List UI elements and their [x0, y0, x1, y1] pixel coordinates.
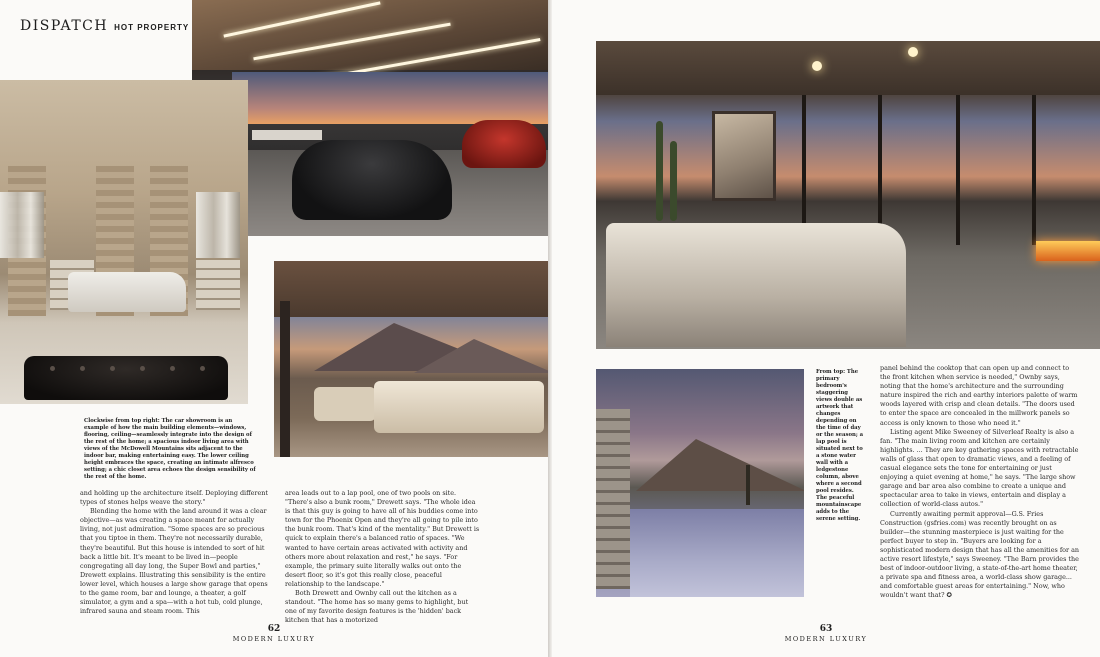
- primary-bedroom-photo: [596, 41, 1100, 349]
- photo-caption: From top: The primary bedroom's staggering views double as artwork that changes depending on the time of day or the season; a lap pool is situated next to a stone water wall with a ledgestone column, above where a second pool resides. The peaceful mountainscape adds to the serene setting.: [816, 369, 864, 522]
- page-number: 62: [267, 624, 281, 634]
- right-page: [552, 0, 1100, 657]
- section-title: [20, 18, 189, 34]
- subsection-label: HOT PROPERTY: [114, 23, 190, 32]
- paragraph: Blending the home with the land around it was a clear objective—as was creating a space meant for actually living, not just admiration. "Some spaces are so precious that you tiptoe in them. They're not necessarily durable, they're beautiful. But this house is intended to sort of hit back a little bit. It's meant to be lived in—people congregating all day long, the Super Bowl and parties," Drewett explains. Illustrating this sensibility is the entire lower level, which houses a large show garage that opens to the game room, bar and lounge, a theater, a golf simulator, a gym and a spa—with a hot tub, cold plunge, infrared sauna and steam room. This: [80, 507, 268, 616]
- paragraph: area leads out to a lap pool, one of two pools on site. "There's also a bunk room," Drewett says. "The whole idea is that this guy is going to have all of his buddies come into town for the Phoenix Open and they're all going to pile into the bunk room. That's kind of the mentality." But Drewett is quick to explain there's a balanced ratio of spaces. "We wanted to have certain areas activated with activity and others more about relaxation and rest," he says. "For example, the primary suite literally walks out onto the desert floor, so it's got this really close, peaceful relationship to the landscape.": [285, 489, 480, 588]
- page-header: [0, 0, 192, 72]
- closet-photo: [0, 80, 248, 404]
- page-folio: [214, 624, 334, 643]
- alfresco-seating-photo: [274, 261, 548, 457]
- magazine-name: MODERN LUXURY: [784, 635, 868, 643]
- article-column-1: [80, 489, 276, 616]
- pool-photo: [596, 369, 804, 597]
- paragraph: panel behind the cooktop that can open up and connect to the front kitchen when service is needed," Ownby says, noting that the home's architecture and the surrounding nature inspired the rich and earthy interiors palette of warm woods layered with crisp and clean details. "The doors used to enter the space are concealed in the millwork panels so access is only known to those who need it.": [880, 364, 1078, 427]
- paragraph: Currently awaiting permit approval—G.S. Fries Construction (gsfries.com) was recently brought on as builder—the stunning masterpiece is just waiting for the perfect buyer to step in. "Buyers are looking for a sophisticated modern design that has all the amenities for an active resort lifestyle," says Sweeney. "The Barn provides the best of indoor-outdoor living, a state-of-the-art home theater, a private spa and fitness area, a world-class show garage... and comfortable guest areas for entertaining." Now, who wouldn't want that? ✪: [880, 509, 1080, 600]
- photo-caption: Clockwise from top right: The car showroom is an example of how the main building elements—windows, flooring, ceiling—seamlessly integrate into the design of the rest of the home; a spacious indoor living area with views of the McDowell Mountains sits adjacent to the indoor bar, making entertaining easy. The lower ceiling height embraces the space, creating an intimate alfresco setting; a chic closet area echoes the design sensibility of the rest of the home.: [84, 418, 256, 480]
- left-page: [0, 0, 548, 657]
- page-folio: [766, 624, 886, 643]
- paragraph: and holding up the architecture itself. Deploying different types of stones helps weave the story.": [80, 489, 268, 507]
- magazine-name: MODERN LUXURY: [232, 635, 316, 643]
- article-column-2: [285, 489, 481, 625]
- page-number: 63: [819, 624, 833, 634]
- paragraph: Listing agent Mike Sweeney of Silverleaf Realty is also a fan. "The main living room and kitchen are certainly highlights. ... They are key gathering spaces with retractable walls of glass that open to dramatic views, and a feeling of casual elegance sets the tone for entertaining or just enjoying a quiet evening at home," he says. "The large show garage and bar area also combine to create a unique and spectacular area to take in views, entertain and display a collection of world-class autos.": [880, 427, 1079, 509]
- article-column-3: [880, 364, 1080, 600]
- paragraph: Both Drewett and Ownby call out the kitchen as a standout. "The home has so many gems to highlight, but one of my favorite design features is the 'hidden' back kitchen that has a motorized: [285, 589, 469, 625]
- section-label: DISPATCH: [20, 18, 109, 34]
